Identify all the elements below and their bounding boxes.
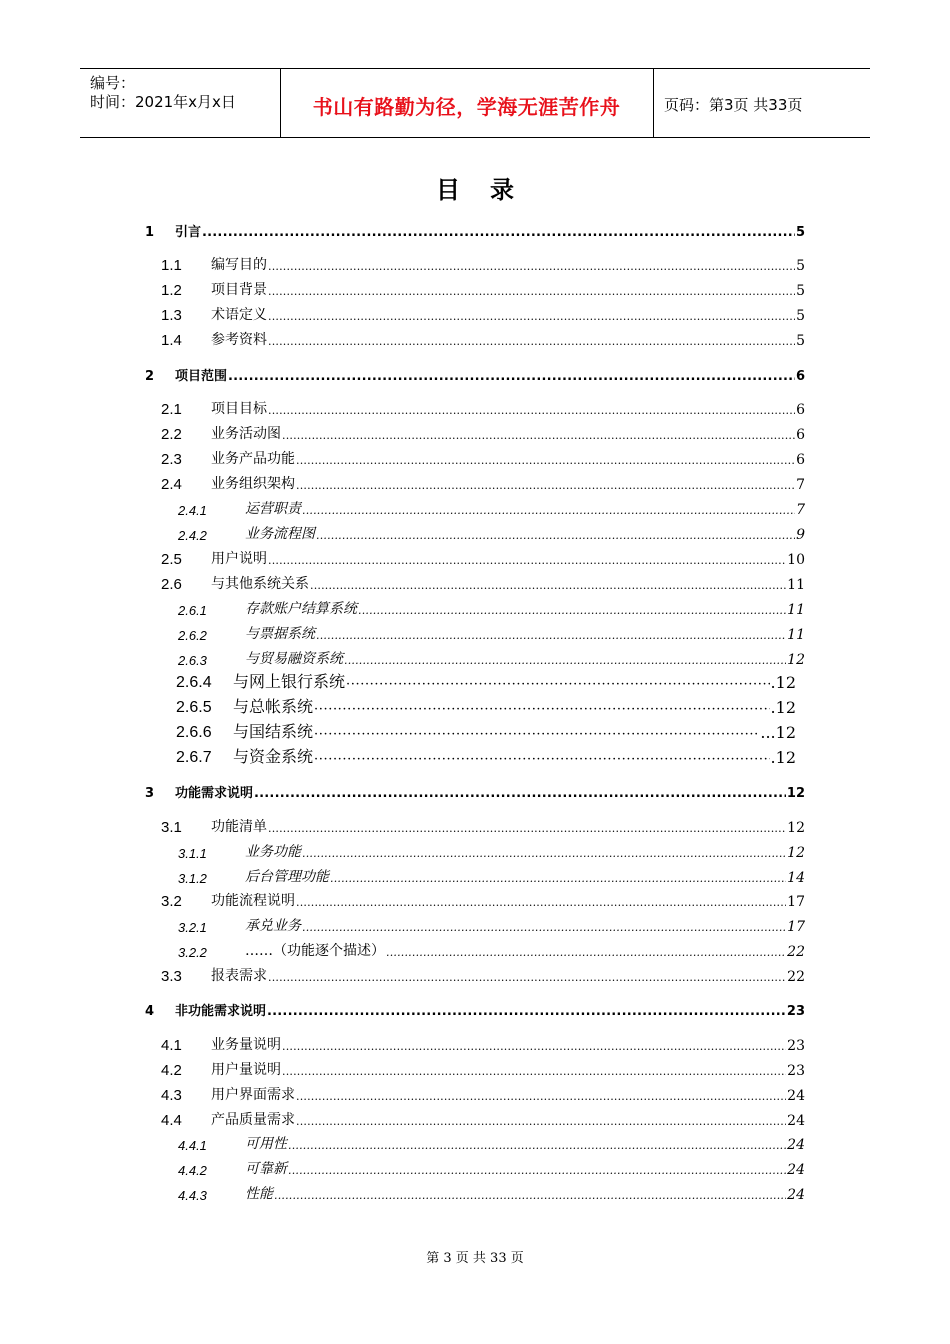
toc-leader <box>310 577 786 593</box>
toc-entry-number: 2.6.3 <box>178 653 207 668</box>
toc-leader <box>316 627 786 643</box>
toc-leader <box>274 1187 786 1203</box>
toc-leader <box>314 748 770 767</box>
header-motto: 书山有路勤为径，学海无涯苦作舟 <box>312 95 621 119</box>
toc-entry[interactable] <box>176 722 796 742</box>
toc-entry-page: 10 <box>787 552 805 568</box>
toc-entry-number: 2.1 <box>161 401 182 418</box>
toc-entry[interactable] <box>178 866 805 886</box>
toc-entry-label: 与其他系统关系 <box>211 576 309 592</box>
toc-entry-number: 4.4.3 <box>178 1188 207 1203</box>
toc-entry[interactable] <box>178 623 805 643</box>
toc-entry-label: 项目目标 <box>211 401 267 417</box>
toc-entry[interactable] <box>178 1183 805 1203</box>
toc-entry-page: 6 <box>796 452 805 468</box>
toc-entry[interactable] <box>161 398 805 418</box>
toc-entry-label: 性能 <box>245 1186 273 1202</box>
toc-leader <box>202 225 795 240</box>
toc-entry-number: 4 <box>145 1004 155 1019</box>
page-footer: 第 3 页 共 33 页 <box>426 1251 524 1266</box>
toc-entry-page: 6 <box>796 402 805 418</box>
toc-entry-page: 17 <box>787 919 805 935</box>
toc-leader <box>296 1113 786 1129</box>
toc-entry-number: 2.6.1 <box>178 603 207 618</box>
toc-entry-label: 功能需求说明 <box>175 786 254 801</box>
toc-entry[interactable] <box>161 473 805 493</box>
toc-entry-page: 23 <box>787 1038 805 1054</box>
toc-leader <box>346 673 770 692</box>
toc-entry-page: 11 <box>787 627 805 643</box>
toc-entry-page: 11 <box>787 577 805 593</box>
toc-entry[interactable] <box>161 254 805 274</box>
toc-entry-page: 14 <box>787 870 805 886</box>
toc-entry-label: 功能流程说明 <box>211 893 295 909</box>
toc-entry-number: 2.2 <box>161 426 182 443</box>
toc-leader <box>282 1063 786 1079</box>
toc-entry-number: 2.6.4 <box>176 674 212 691</box>
toc-entry[interactable] <box>161 573 805 593</box>
toc-entry[interactable] <box>161 329 805 349</box>
toc-entry-number: 3.1 <box>161 819 182 836</box>
toc-entry-label: 与网上银行系统 <box>233 672 346 691</box>
toc-entry-page: 12 <box>786 786 805 801</box>
toc-entry-page: 5 <box>795 225 805 240</box>
toc-entry-number: 3 <box>145 786 155 801</box>
toc-leader <box>268 333 795 349</box>
toc-entry-label: 可靠新 <box>245 1161 287 1177</box>
toc-entry[interactable] <box>178 940 805 960</box>
toc-title: 目录 <box>436 176 544 204</box>
toc-entry[interactable] <box>178 598 805 618</box>
toc-entry[interactable] <box>161 1059 805 1079</box>
toc-entry-label: 与国结系统 <box>233 722 314 741</box>
toc-entry-number: 1.1 <box>161 257 182 274</box>
toc-entry-number: 2.4.2 <box>178 528 207 543</box>
toc-leader <box>282 1038 786 1054</box>
toc-leader <box>302 919 786 935</box>
toc-entry-page: .12 <box>770 698 796 717</box>
toc-leader <box>268 820 786 836</box>
toc-entry[interactable] <box>178 1133 805 1153</box>
toc-leader <box>330 870 786 886</box>
toc-entry-label: 与贸易融资系统 <box>245 651 343 667</box>
toc-entry[interactable] <box>178 841 805 861</box>
toc-entry[interactable] <box>161 965 805 985</box>
toc-entry-number: 1 <box>145 225 155 240</box>
toc-leader <box>267 1004 786 1019</box>
toc-entry-page: 24 <box>787 1187 805 1203</box>
toc-entry-label: 业务活动图 <box>211 426 281 442</box>
toc-entry-page: 12 <box>787 652 805 668</box>
toc-leader <box>268 308 795 324</box>
toc-entry[interactable] <box>176 747 796 767</box>
toc-entry[interactable] <box>145 781 805 801</box>
toc-entry-page: 24 <box>787 1162 805 1178</box>
toc-entry-label: 业务组织架构 <box>211 476 295 492</box>
toc-entry-label: 业务功能 <box>245 844 301 860</box>
toc-entry[interactable] <box>178 915 805 935</box>
toc-entry-number: 3.1.2 <box>178 871 207 886</box>
toc-entry[interactable] <box>178 648 805 668</box>
toc-entry-number: 2.6.7 <box>176 749 212 766</box>
toc-entry-number: 2.6.5 <box>176 699 212 716</box>
toc-entry-page: 22 <box>787 944 805 960</box>
toc-entry-page: 5 <box>796 258 805 274</box>
toc-entry-number: 4.2 <box>161 1062 182 1079</box>
toc-entry-number: 1.3 <box>161 307 182 324</box>
toc-entry-page: 12 <box>787 820 805 836</box>
toc-entry-label: 业务产品功能 <box>211 451 295 467</box>
toc-entry-page: 6 <box>795 369 805 384</box>
toc-leader <box>268 258 795 274</box>
toc-entry-number: 3.2 <box>161 893 182 910</box>
header-time-label: 时间：2021年x月x日 <box>90 93 236 111</box>
toc-entry-page: 17 <box>787 894 805 910</box>
toc-leader <box>358 602 786 618</box>
toc-leader <box>296 1088 786 1104</box>
header-page-label: 页码：第3页 共33页 <box>664 96 803 114</box>
toc-entry-label: 可用性 <box>245 1136 287 1152</box>
toc-leader <box>344 652 786 668</box>
toc-entry-number: 4.4.2 <box>178 1163 207 1178</box>
toc-entry-label: 后台管理功能 <box>245 869 329 885</box>
toc-entry-label: 产品质量需求 <box>211 1112 295 1128</box>
toc-entry-page: 7 <box>796 502 805 518</box>
header-number-label: 编号： <box>90 74 136 92</box>
toc-leader <box>268 969 786 985</box>
toc-entry-page: 7 <box>796 477 805 493</box>
toc-entry-label: ……（功能逐个描述） <box>245 943 385 959</box>
toc-entry-label: 与票据系统 <box>245 626 315 642</box>
toc-entry-label: 业务量说明 <box>211 1037 281 1053</box>
toc-entry[interactable] <box>178 523 805 543</box>
toc-entry-label: 存款账户结算系统 <box>245 601 357 617</box>
toc-entry[interactable] <box>161 304 805 324</box>
toc-entry-label: 报表需求 <box>211 968 267 984</box>
toc-entry-label: 参考资料 <box>211 332 267 348</box>
toc-entry-page: .12 <box>770 748 796 767</box>
toc-entry[interactable] <box>161 1084 805 1104</box>
toc-leader <box>268 283 795 299</box>
toc-entry-number: 1.2 <box>161 282 182 299</box>
toc-entry-page: 24 <box>787 1137 805 1153</box>
toc-entry[interactable] <box>176 697 796 717</box>
toc-leader <box>282 427 795 443</box>
toc-entry-label: 与资金系统 <box>233 747 314 766</box>
toc-leader <box>268 552 786 568</box>
toc-entry-label: 与总帐系统 <box>233 697 314 716</box>
toc-entry-number: 4.4.1 <box>178 1138 207 1153</box>
toc-entry[interactable] <box>161 548 805 568</box>
toc-entry-label: 用户说明 <box>211 551 267 567</box>
toc-entry-page: 5 <box>796 283 805 299</box>
toc-entry-page: 5 <box>796 308 805 324</box>
toc-entry-number: 2.6 <box>161 576 182 593</box>
toc-leader <box>288 1162 786 1178</box>
toc-entry-number: 1.4 <box>161 332 182 349</box>
toc-entry-number: 3.2.1 <box>178 920 207 935</box>
toc-entry-page: 24 <box>787 1088 805 1104</box>
toc-entry-number: 4.1 <box>161 1037 182 1054</box>
toc-entry[interactable] <box>161 448 805 468</box>
toc-entry-number: 2.6.2 <box>178 628 207 643</box>
toc-entry-label: 业务流程图 <box>245 526 315 542</box>
toc-entry-number: 2.5 <box>161 551 182 568</box>
toc-entry-label: 承兑业务 <box>245 918 301 934</box>
toc-leader <box>302 845 786 861</box>
toc-leader <box>254 786 786 801</box>
toc-entry-page: 5 <box>796 333 805 349</box>
toc-entry[interactable] <box>145 999 805 1019</box>
toc-entry-page: 11 <box>787 602 805 618</box>
toc-entry[interactable] <box>161 1034 805 1054</box>
toc-leader <box>316 527 795 543</box>
toc-entry-page: ...12 <box>760 723 796 742</box>
toc-leader <box>296 894 786 910</box>
toc-entry-number: 2.4.1 <box>178 503 207 518</box>
toc-entry-label: 术语定义 <box>211 307 267 323</box>
toc-leader <box>288 1137 786 1153</box>
toc-entry-number: 2 <box>145 369 155 384</box>
toc-entry-label: 引言 <box>175 225 202 240</box>
toc-leader <box>386 944 786 960</box>
toc-entry-label: 运营职责 <box>245 501 301 517</box>
toc-entry-number: 3.3 <box>161 968 182 985</box>
toc-entry-label: 用户量说明 <box>211 1062 281 1078</box>
toc-entry[interactable] <box>161 1109 805 1129</box>
toc-entry-page: 23 <box>786 1004 805 1019</box>
toc-entry[interactable] <box>161 423 805 443</box>
toc-entry-page: 6 <box>796 427 805 443</box>
toc-entry-label: 功能清单 <box>211 819 267 835</box>
toc-leader <box>314 698 770 717</box>
toc-entry-label: 项目背景 <box>211 282 267 298</box>
toc-entry-page: .12 <box>770 673 796 692</box>
toc-leader <box>228 369 795 384</box>
toc-entry[interactable] <box>161 890 805 910</box>
toc-entry-number: 3.1.1 <box>178 846 207 861</box>
toc-entry[interactable] <box>176 672 796 692</box>
toc-entry-number: 2.3 <box>161 451 182 468</box>
toc-entry-label: 项目范围 <box>175 369 228 384</box>
toc-entry-number: 4.4 <box>161 1112 182 1129</box>
toc-entry-label: 用户界面需求 <box>211 1087 295 1103</box>
toc-entry-label: 编写目的 <box>211 257 267 273</box>
toc-entry-label: 非功能需求说明 <box>175 1004 267 1019</box>
toc-leader <box>296 477 795 493</box>
toc-entry-number: 2.4 <box>161 476 182 493</box>
toc-entry-page: 12 <box>787 845 805 861</box>
toc-entry-page: 23 <box>787 1063 805 1079</box>
toc-leader <box>302 502 795 518</box>
toc-entry[interactable] <box>145 220 805 240</box>
toc-entry[interactable] <box>178 1158 805 1178</box>
toc-entry-page: 24 <box>787 1113 805 1129</box>
toc-leader <box>296 452 795 468</box>
toc-entry-number: 3.2.2 <box>178 945 207 960</box>
toc-entry-page: 22 <box>787 969 805 985</box>
toc-entry-number: 4.3 <box>161 1087 182 1104</box>
toc-entry-page: 9 <box>796 527 805 543</box>
toc-entry-number: 2.6.6 <box>176 724 212 741</box>
toc-entry[interactable] <box>161 279 805 299</box>
toc-leader <box>268 402 795 418</box>
toc-entry[interactable] <box>178 498 805 518</box>
toc-leader <box>314 723 759 742</box>
toc-entry[interactable] <box>161 816 805 836</box>
toc-entry[interactable] <box>145 364 805 384</box>
